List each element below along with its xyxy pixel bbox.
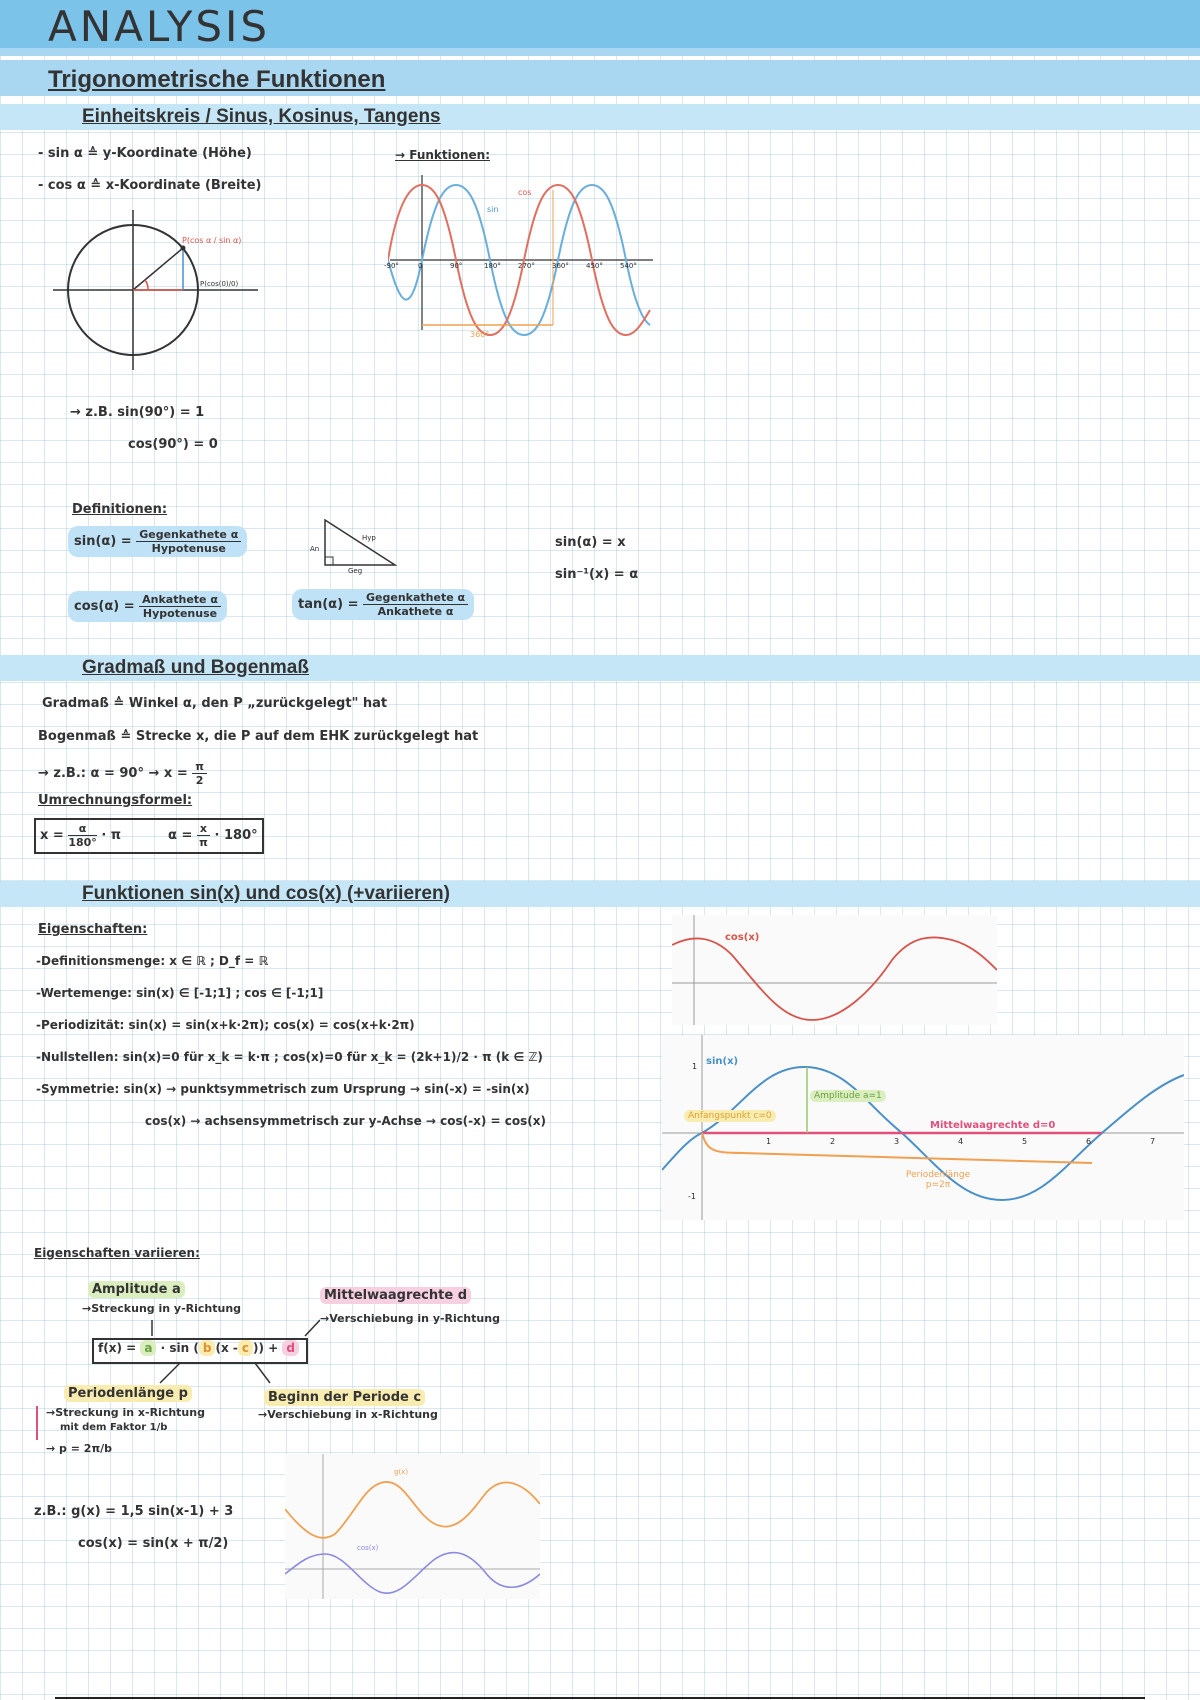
gradmass-definition: Gradmaß ≙ Winkel α, den P „zurückgelegt" hat [42,696,388,711]
arrow-start [255,1363,270,1383]
angle-arc [145,280,148,290]
f1-fraction [68,822,96,849]
f2-right: · 180° [214,828,258,843]
period-desc-1: →Streckung in x-Richtung [46,1406,205,1419]
right-triangle-diagram [320,515,400,570]
conversion-example-fraction [192,760,207,787]
triangle-an-label: An [310,545,320,553]
section-title-3: Funktionen sin(x) und cos(x) (+variieren) [82,883,450,904]
f2-fraction [197,822,210,849]
unit-circle-diagram [48,205,268,375]
x-tick: 540° [620,262,637,270]
period-title-text: Periodenlänge p [64,1385,192,1402]
start-annotation-text: Anfangspunkt c=0 [684,1110,776,1122]
properties-title: Eigenschaften: [38,922,148,937]
inverse-line-2: sin⁻¹(x) = α [555,567,639,582]
funktionen-label: → Funktionen: [395,148,491,162]
start-title [264,1390,425,1405]
property-range: -Wertemenge: sin(x) ∈ [-1;1] ; cos ∈ [-1;1] [36,986,324,1000]
section-title-2: Gradmaß und Bogenmaß [82,657,309,678]
sinx-annotated-graph [662,1035,1184,1220]
example-g: z.B.: g(x) = 1,5 sin(x-1) + 3 [34,1504,234,1519]
sin-definition [68,526,247,557]
right-angle-mark [325,557,333,565]
amplitude-desc: →Streckung in y-Richtung [82,1302,242,1315]
cos-definition [68,591,227,622]
formula-x: (x - [215,1341,238,1355]
radius-line [133,248,183,290]
circle-right-label: P(cos(0)/0) [200,280,239,288]
triangle-geg-label: Geg [348,567,363,575]
x-tick: 0 [418,262,423,270]
x-tick: 6 [1086,1137,1092,1146]
sin-graph-x-tick-labels [662,1137,1184,1149]
subtitle: Trigonometrische Funktionen [48,66,386,93]
amplitude-annotation-text: Amplitude a=1 [810,1090,886,1102]
sin-def-den: Hypotenuse [151,542,226,555]
x-tick: 450° [586,262,603,270]
example-cos-90: cos(90°) = 0 [128,437,218,452]
cos-graph-curve [672,937,997,1020]
property-periodicity: -Periodizität: sin(x) = sin(x+k·2π); cos(x) = cos(x+k·2π) [36,1018,415,1032]
graph-sin-label: sin [487,205,499,214]
property-zeros: -Nullstellen: sin(x)=0 für x_k = k·π ; cos(x)=0 für x_k = (2k+1)/2 · π (k ∈ ℤ) [36,1050,543,1064]
formula-f: f(x) = [98,1341,137,1355]
example-graph-bottom-label: cos(x) [357,1544,379,1552]
start-desc: →Verschiebung in x-Richtung [258,1408,438,1421]
sin-def-left: sin(α) = [74,534,132,549]
tan-definition [292,589,474,620]
cos-def-left: cos(α) = [74,599,135,614]
conversion-example-text: → z.B.: α = 90° → x = [38,766,188,781]
sin-def-num: Gegenkathete α [136,528,241,542]
f1-num: α [68,822,96,836]
property-symmetry-cos: cos(x) → achsensymmetrisch zur y-Achse → cos(-x) = cos(x) [145,1114,546,1128]
formula-alpha [168,822,258,849]
x-tick: -90° [384,262,399,270]
triangle [325,520,395,565]
sin-coordinate-text: - sin α ≙ y-Koordinate (Höhe) [38,146,252,161]
formula-a: a [140,1340,156,1356]
f2-den: π [199,836,208,849]
amplitude-title-text: Amplitude a [88,1281,185,1298]
mittel-annotation: Mittelwaagrechte d=0 [930,1120,1056,1131]
tan-def-fraction [363,591,468,618]
example-num: π [192,760,207,774]
f1-left: x = [40,828,64,843]
x-tick: 5 [1022,1137,1028,1146]
start-title-text: Beginn der Periode c [264,1389,425,1406]
x-tick: 2 [830,1137,836,1146]
example-sin-90: → z.B. sin(90°) = 1 [70,405,205,420]
point-p [181,246,186,251]
mittel-desc: →Verschiebung in y-Richtung [320,1312,500,1325]
period-title [64,1386,192,1401]
conversion-example [38,760,207,787]
formula-b: b [199,1340,216,1356]
example-den: 2 [195,774,204,787]
formula-close: )) + [252,1341,279,1355]
cos-coordinate-text: - cos α ≙ x-Koordinate (Breite) [38,178,262,193]
cos-coordinate-line [38,178,261,193]
formula-x [40,822,121,849]
y-tick-1: 1 [692,1062,698,1071]
formula-c: c [238,1340,253,1356]
mittel-title-text: Mittelwaagrechte d [320,1287,471,1304]
start-annotation [684,1103,776,1122]
cos-def-fraction [139,593,221,620]
y-tick-neg1: -1 [688,1192,696,1201]
sin-coordinate-line [38,146,252,161]
period-desc-bar [36,1406,38,1440]
x-tick: 360° [552,262,569,270]
definitions-title: Definitionen: [72,502,168,517]
period-desc-3: → p = 2π/b [46,1442,113,1455]
amplitude-title [88,1282,185,1297]
section-title-1: Einheitskreis / Sinus, Kosinus, Tangens [82,106,441,127]
page-title: ANALYSIS [48,2,271,51]
x-tick: 90° [450,262,463,270]
amplitude-annotation [810,1083,886,1102]
sin-def-fraction [136,528,241,555]
cos-def-num: Ankathete α [139,593,221,607]
tan-def-left: tan(α) = [298,597,359,612]
arrow-period [160,1363,180,1383]
property-domain: -Definitionsmenge: x ∈ ℝ ; D_f = ℝ [36,954,269,968]
circle-point-label: P(cos α / sin α) [182,236,242,245]
graph-x-tick-labels [384,262,658,274]
x-tick: 7 [1150,1137,1156,1146]
period-annotation: Periodenlänge p=2π [905,1170,971,1190]
formula-d: d [282,1340,299,1356]
cosx-graph-label: cos(x) [725,932,760,943]
x-tick: 270° [518,262,535,270]
graph-cos-label: cos [518,188,532,197]
bottom-divider [55,1697,1145,1699]
graph-bottom-label: 360° [470,330,490,339]
x-tick: 4 [958,1137,964,1146]
x-tick: 1 [766,1137,772,1146]
example-graph-top-label: g(x) [394,1468,409,1476]
cos-def-den: Hypotenuse [142,607,218,620]
period-desc-2: mit dem Faktor 1/b [60,1422,168,1433]
example-graph [285,1454,540,1599]
bogenmass-definition: Bogenmaß ≙ Strecke x, die P auf dem EHK zurückgelegt hat [38,729,479,744]
f1-den: 180° [68,836,97,849]
formula-title: Umrechnungsformel: [38,793,193,808]
tan-def-den: Ankathete α [377,605,454,618]
tan-def-num: Gegenkathete α [363,591,468,605]
f2-left: α = [168,828,193,843]
x-tick: 180° [484,262,501,270]
mittel-title [320,1288,471,1303]
formula-sin: · sin ( [160,1341,199,1355]
example-cos-shift: cos(x) = sin(x + π/2) [78,1536,229,1551]
arrow-mittel [305,1320,320,1336]
property-symmetry-sin: -Symmetrie: sin(x) → punktsymmetrisch zum Ursprung → sin(-x) = -sin(x) [36,1082,530,1096]
f1-right: · π [101,828,122,843]
triangle-hyp-label: Hyp [362,534,376,542]
inverse-line-1: sin(α) = x [555,535,626,550]
sinx-graph-label: sin(x) [706,1056,739,1067]
vary-title: Eigenschaften variieren: [34,1246,200,1260]
x-tick: 3 [894,1137,900,1146]
f2-num: x [197,822,210,836]
cosx-graph [672,915,997,1025]
